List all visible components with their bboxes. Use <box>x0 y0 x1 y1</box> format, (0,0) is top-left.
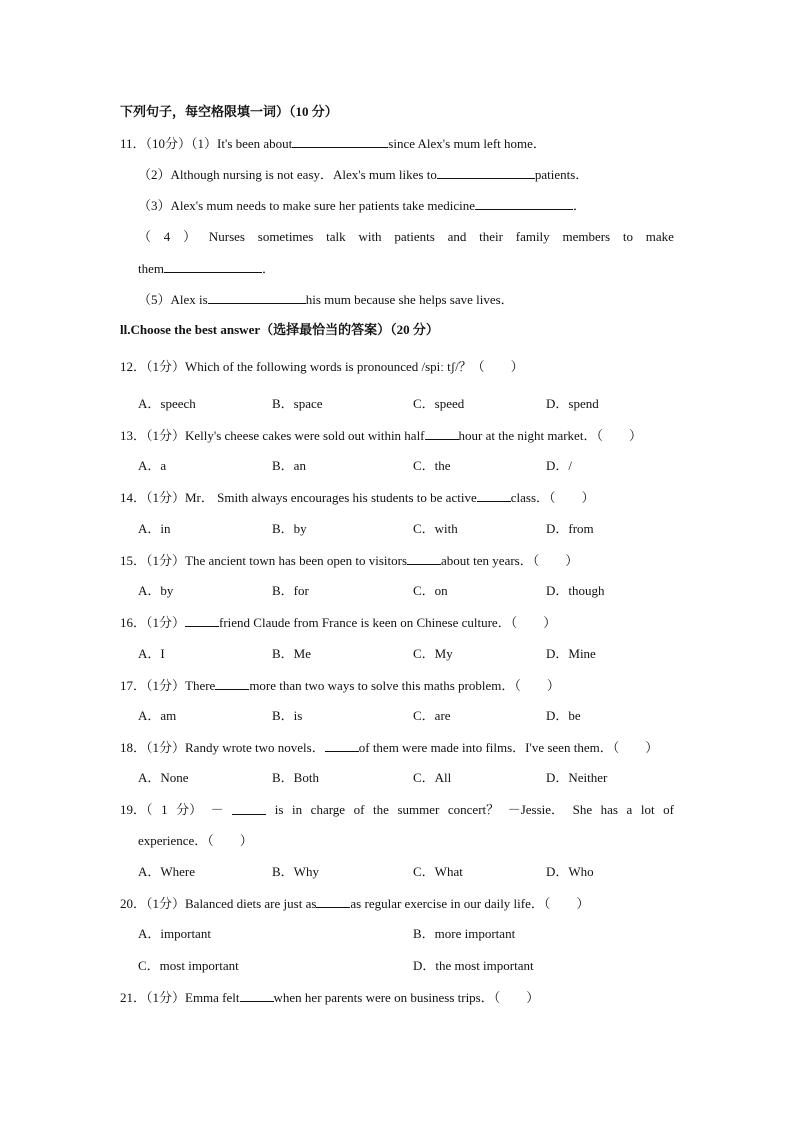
q11-p1-after: since Alex's mum left home． <box>388 136 546 151</box>
q19-word: of <box>663 802 674 817</box>
q11-p4-word: 4 <box>163 229 171 244</box>
q17-option-c[interactable]: C．are <box>413 708 451 723</box>
q16-stem-before: 16．（1分） <box>120 615 186 630</box>
q20-stem-before: 20．（1分）Balanced diets are just as <box>120 896 317 911</box>
q13-option-b[interactable]: B．an <box>272 458 306 473</box>
q11-part2 <box>138 166 588 183</box>
q15-blank[interactable] <box>407 552 441 565</box>
q17-blank[interactable] <box>215 677 249 690</box>
q19-word: － <box>210 802 224 817</box>
q11-p5-number: （5） <box>138 292 171 307</box>
q13-stem <box>120 427 642 444</box>
q13-stem-before: 13．（1分）Kelly's cheese cakes were sold out within half <box>120 428 425 443</box>
q11-p3-blank[interactable] <box>475 197 573 210</box>
q11-p2-blank[interactable] <box>437 166 535 179</box>
q19-word: of <box>353 802 365 817</box>
q18-option-c[interactable]: C．All <box>413 770 452 785</box>
q15-option-b[interactable]: B．for <box>272 583 309 598</box>
q20-option-c[interactable]: C．most important <box>138 958 239 973</box>
q11-p4-word: make <box>645 229 674 244</box>
q21-stem-after: when her parents were on business trips．（ ） <box>273 990 540 1005</box>
q14-stem-before: 14．（1分）Mr． Smith always encourages his students to be active <box>120 490 477 505</box>
q11-p4-word: （ <box>138 229 152 244</box>
q18-stem <box>120 739 658 756</box>
q13-blank[interactable] <box>425 427 459 440</box>
q11-p4-word: Nurses <box>208 229 245 244</box>
q14-option-a[interactable]: A．in <box>138 521 171 536</box>
q11-p4-word: and <box>447 229 467 244</box>
section2-header: ll.Choose the best answer（选择最恰当的答案）（20 分） <box>120 322 439 337</box>
q15-stem <box>120 552 578 569</box>
q14-option-d[interactable]: D．from <box>546 521 594 536</box>
q21-stem <box>120 989 539 1006</box>
q19-word: in <box>292 802 303 817</box>
q15-option-a[interactable]: A．by <box>138 583 174 598</box>
q19-word: the <box>373 802 389 817</box>
q19-word: has <box>600 802 618 817</box>
q19-word: 1 <box>161 802 168 817</box>
q19-word: 分） <box>176 802 203 817</box>
q14-option-c[interactable]: C．with <box>413 521 458 536</box>
q19-word: 19．（ <box>120 802 153 817</box>
q13-option-c[interactable]: C．the <box>413 458 451 473</box>
q11-p4-word: ） <box>183 229 197 244</box>
q19-word: is <box>274 802 284 817</box>
q13-stem-after: hour at the night market．（ ） <box>458 428 642 443</box>
q11-p1-before: It's been about <box>217 136 293 151</box>
q18-option-b[interactable]: B．Both <box>272 770 319 785</box>
q16-option-d[interactable]: D．Mine <box>546 646 596 661</box>
q19-word: charge <box>310 802 346 817</box>
q19-word: a <box>626 802 633 817</box>
q15-option-d[interactable]: D．though <box>546 583 605 598</box>
q11-part5 <box>138 291 514 308</box>
q18-stem-before: 18．（1分）Randy wrote two novels． <box>120 740 325 755</box>
q11-p5-before: Alex is <box>170 292 208 307</box>
q11-p3-after: ． <box>573 198 587 213</box>
q11-part4-continued <box>138 260 275 277</box>
q11-part1 <box>120 135 546 152</box>
q17-option-b[interactable]: B．is <box>272 708 303 723</box>
section1-header: 下列句子，每空格限填一词）（10 分） <box>120 104 338 119</box>
q18-option-a[interactable]: A．None <box>138 770 189 785</box>
q11-part3 <box>138 197 586 214</box>
q14-stem-after: class．（ ） <box>510 490 595 505</box>
q11-p4-word: with <box>358 229 382 244</box>
q11-number: 11．（10分）（1） <box>120 136 218 151</box>
q15-stem-before: 15．（1分）The ancient town has been open to visitors <box>120 553 408 568</box>
q11-p4-word: to <box>622 229 634 244</box>
q19-word: lot <box>640 802 655 817</box>
q15-option-c[interactable]: C．on <box>413 583 448 598</box>
q14-stem <box>120 489 595 506</box>
q20-option-b[interactable]: B．more important <box>413 926 516 941</box>
q19-stem <box>120 802 674 818</box>
q11-p4-word: family <box>515 229 550 244</box>
q14-option-b[interactable]: B．by <box>272 521 307 536</box>
q17-option-a[interactable]: A．am <box>138 708 177 723</box>
q19-blank[interactable] <box>232 802 266 815</box>
q14-blank[interactable] <box>477 489 511 502</box>
q11-p4-word: members <box>562 229 611 244</box>
q11-p1-blank[interactable] <box>292 135 388 148</box>
q13-option-d[interactable]: D．/ <box>546 458 573 473</box>
q16-stem <box>120 614 556 631</box>
q11-p2-number: （2） <box>138 167 171 182</box>
q12-option-c[interactable]: C．speed <box>413 396 465 411</box>
q19-option-c[interactable]: C．What <box>413 864 463 879</box>
q19-option-d[interactable]: D．Who <box>546 864 594 879</box>
q19-option-b[interactable]: B．Why <box>272 864 319 879</box>
q19-word: summer <box>397 802 440 817</box>
q11-p2-before: Although nursing is not easy．Alex's mum likes to <box>170 167 437 182</box>
q19-option-a[interactable]: A．Where <box>138 864 196 879</box>
q13-option-a[interactable]: A．a <box>138 458 167 473</box>
q19-word: concert？ <box>447 802 500 817</box>
q16-blank[interactable] <box>185 614 219 627</box>
q11-p5-after: his mum because she helps save lives． <box>305 292 514 307</box>
q16-stem-after: friend Claude from France is keen on Chinese culture．（ ） <box>219 615 557 630</box>
q11-p4-word: their <box>479 229 503 244</box>
q11-p5-blank[interactable] <box>208 291 306 304</box>
q20-stem <box>120 895 589 912</box>
q18-option-d[interactable]: D．Neither <box>546 770 608 785</box>
q11-p4-word: sometimes <box>257 229 314 244</box>
q20-stem-after: as regular exercise in our daily life．（ ） <box>350 896 590 911</box>
q17-stem-after: more than two ways to solve this maths problem．（ ） <box>249 678 560 693</box>
q16-option-a[interactable]: A．I <box>138 646 165 661</box>
q21-blank[interactable] <box>240 989 274 1002</box>
q12-stem: 12．（1分）Which of the following words is pronounced /spiː tʃ/？（ ） <box>120 359 524 374</box>
q11-p4-word: talk <box>326 229 346 244</box>
q11-p4-cont-before: them <box>138 261 164 276</box>
q11-p4-blank[interactable] <box>164 260 262 273</box>
q17-stem-before: 17．（1分）There <box>120 678 216 693</box>
q11-p3-before: Alex's mum needs to make sure her patients take medicine <box>170 198 476 213</box>
q17-option-d[interactable]: D．be <box>546 708 581 723</box>
q11-p2-after: patients． <box>534 167 589 182</box>
q12-option-b[interactable]: B．space <box>272 396 323 411</box>
q18-blank[interactable] <box>325 739 359 752</box>
q20-option-a[interactable]: A．important <box>138 926 211 941</box>
q12-option-d[interactable]: D．spend <box>546 396 599 411</box>
q11-p3-number: （3） <box>138 198 171 213</box>
q21-stem-before: 21．（1分）Emma felt <box>120 990 240 1005</box>
q17-stem <box>120 677 560 694</box>
q11-part4 <box>138 229 674 245</box>
q19-stem-continued: experience．（ ） <box>138 833 253 848</box>
q11-p4-cont-after: ． <box>262 261 276 276</box>
q19-word: She <box>572 802 593 817</box>
q20-option-d[interactable]: D．the most important <box>413 958 534 973</box>
q18-stem-after: of them were made into films．I've seen them．（ ） <box>358 740 659 755</box>
q12-option-a[interactable]: A．speech <box>138 396 196 411</box>
q16-option-b[interactable]: B．Me <box>272 646 312 661</box>
q16-option-c[interactable]: C．My <box>413 646 453 661</box>
q11-p4-word: patients <box>394 229 435 244</box>
q20-blank[interactable] <box>316 895 350 908</box>
q15-stem-after: about ten years．（ ） <box>441 553 579 568</box>
q19-word: －Jessie． <box>507 802 565 817</box>
